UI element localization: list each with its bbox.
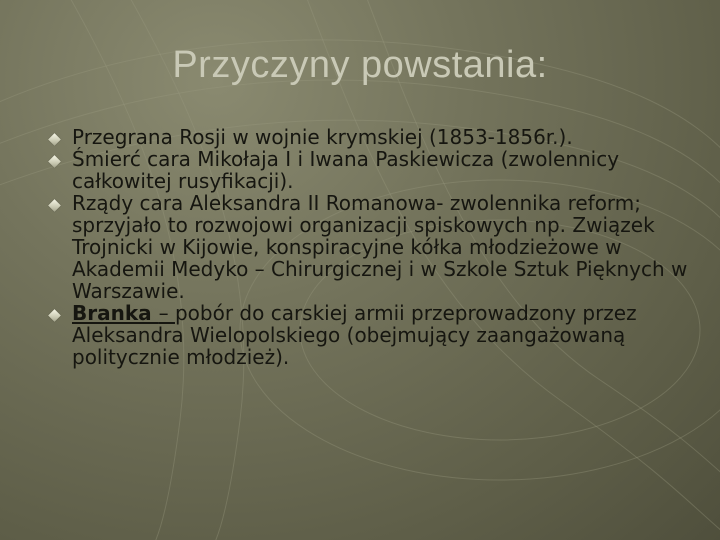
list-item	[50, 126, 700, 148]
bullet-list	[50, 126, 700, 368]
slide-title: Przyczyny powstania:	[172, 44, 548, 86]
bullet-text: pobór do carskiej armii przeprowadzony przez Aleksandra Wielopolskiego (obejmujący zaangażowaną politycznie młodzież).	[72, 301, 637, 369]
diamond-bullet-icon	[48, 199, 61, 212]
list-item	[50, 192, 700, 302]
bullet-dash: –	[158, 301, 175, 325]
bullet-text: Śmierć cara Mikołaja I i Iwana Paskiewicza (zwolennicy całkowitej rusyfikacji).	[72, 147, 620, 193]
bullet-text: Rządy cara Aleksandra II Romanowa- zwolennika reform; sprzyjało to rozwojowi organizacji spiskowych np. Związek Trojnicki w Kijowie, konspiracyjne kółka młodzieżowe w Akademii Medyko – Chirurgicznej i w Szkole Sztuk Pięknych w Warszawie.	[72, 191, 688, 303]
list-item	[50, 302, 700, 368]
diamond-bullet-icon	[48, 309, 61, 322]
bullet-text: Przegrana Rosji w wojnie krymskiej (1853-1856r.).	[72, 125, 573, 149]
diamond-bullet-icon	[48, 155, 61, 168]
bullet-term: Branka	[72, 301, 159, 325]
list-item	[50, 148, 700, 192]
diamond-bullet-icon	[48, 133, 61, 146]
